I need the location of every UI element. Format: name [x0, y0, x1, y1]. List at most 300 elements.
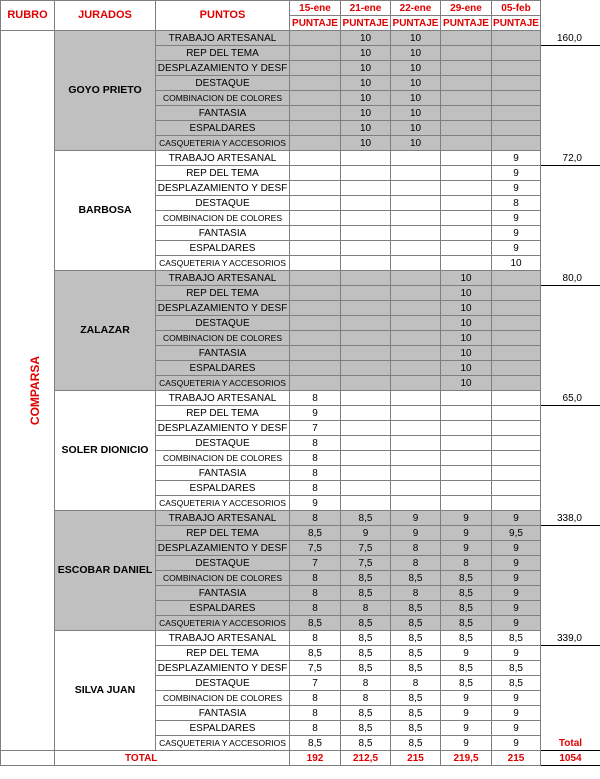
score-cell: 9 [492, 586, 541, 601]
rubro-label [1, 31, 55, 751]
score-cell: 8 [290, 451, 341, 466]
empty-cell [541, 646, 600, 661]
score-cell: 9 [492, 541, 541, 556]
empty-cell [541, 721, 600, 736]
score-cell [290, 166, 341, 181]
jurado-name: ESCOBAR DANIEL [55, 511, 156, 631]
score-cell [290, 331, 341, 346]
table-row [1, 151, 600, 166]
score-cell: 10 [391, 46, 441, 61]
empty-cell [541, 256, 600, 271]
criterion-label: DESPLAZAMIENTO Y DESF [156, 541, 290, 556]
score-cell [441, 226, 492, 241]
score-cell [391, 481, 441, 496]
score-cell [341, 421, 391, 436]
jurado-name: GOYO PRIETO [55, 31, 156, 151]
header-jurados: JURADOS [55, 1, 156, 31]
score-cell: 10 [492, 256, 541, 271]
criterion-label: ESPALDARES [156, 361, 290, 376]
total-value: 212,5 [341, 751, 391, 766]
score-cell [441, 451, 492, 466]
score-cell: 10 [341, 121, 391, 136]
empty-cell [541, 301, 600, 316]
empty-cell [541, 451, 600, 466]
score-cell: 8,5 [391, 721, 441, 736]
table-row [1, 31, 600, 46]
score-cell [341, 211, 391, 226]
empty-cell [541, 481, 600, 496]
criterion-label: DESTAQUE [156, 436, 290, 451]
empty-cell [541, 526, 600, 541]
score-cell: 8,5 [391, 736, 441, 751]
score-cell: 8 [290, 391, 341, 406]
score-cell: 8,5 [290, 616, 341, 631]
score-cell: 8,5 [290, 526, 341, 541]
score-cell: 9 [441, 511, 492, 526]
jurado-total: 339,0 [541, 631, 600, 646]
score-cell: 8 [290, 631, 341, 646]
empty-cell [541, 346, 600, 361]
score-cell [290, 286, 341, 301]
score-cell: 9 [441, 706, 492, 721]
criterion-label: DESPLAZAMIENTO Y DESF [156, 301, 290, 316]
score-cell [391, 256, 441, 271]
score-cell [391, 391, 441, 406]
score-cell [441, 151, 492, 166]
score-cell [391, 226, 441, 241]
criterion-label: TRABAJO ARTESANAL [156, 391, 290, 406]
score-cell [290, 211, 341, 226]
score-cell [492, 481, 541, 496]
score-cell [441, 436, 492, 451]
empty-cell [541, 601, 600, 616]
criterion-label: DESPLAZAMIENTO Y DESF [156, 421, 290, 436]
empty-cell [541, 616, 600, 631]
score-cell: 8,5 [441, 631, 492, 646]
score-cell: 8,5 [391, 631, 441, 646]
score-cell [441, 196, 492, 211]
score-cell: 8 [391, 676, 441, 691]
jurado-name: BARBOSA [55, 151, 156, 271]
score-cell: 9 [441, 736, 492, 751]
score-cell [290, 106, 341, 121]
score-cell [441, 481, 492, 496]
table-row [1, 511, 600, 526]
empty-cell [541, 91, 600, 106]
score-cell: 8,5 [341, 616, 391, 631]
criterion-label: FANTASIA [156, 106, 290, 121]
criterion-label: TRABAJO ARTESANAL [156, 151, 290, 166]
criterion-label: CASQUETERIA Y ACCESORIOS [156, 256, 290, 271]
score-cell: 8,5 [441, 571, 492, 586]
criterion-label: COMBINACION DE COLORES [156, 691, 290, 706]
empty-cell [541, 226, 600, 241]
header-date-3: 22-ene [391, 1, 441, 16]
score-cell: 8,5 [391, 616, 441, 631]
score-cell: 8 [341, 691, 391, 706]
empty-cell [541, 136, 600, 151]
score-cell [492, 421, 541, 436]
score-cell [290, 31, 341, 46]
criterion-label: TRABAJO ARTESANAL [156, 511, 290, 526]
score-cell: 7 [290, 556, 341, 571]
empty-cell [541, 541, 600, 556]
score-cell [391, 241, 441, 256]
score-cell [341, 346, 391, 361]
score-cell: 8 [290, 436, 341, 451]
criterion-label: REP DEL TEMA [156, 166, 290, 181]
score-cell: 9 [492, 721, 541, 736]
criterion-label: CASQUETERIA Y ACCESORIOS [156, 736, 290, 751]
score-cell [341, 256, 391, 271]
score-cell [290, 91, 341, 106]
score-cell [341, 151, 391, 166]
score-cell: 9 [441, 526, 492, 541]
score-cell [341, 466, 391, 481]
score-cell: 8,5 [441, 601, 492, 616]
score-cell [441, 181, 492, 196]
criterion-label: COMBINACION DE COLORES [156, 91, 290, 106]
empty-cell [541, 166, 600, 181]
score-cell [492, 361, 541, 376]
score-cell: 8,5 [492, 631, 541, 646]
score-cell: 9 [441, 541, 492, 556]
score-cell [391, 451, 441, 466]
criterion-label: CASQUETERIA Y ACCESORIOS [156, 496, 290, 511]
score-cell: 9 [492, 616, 541, 631]
score-cell [441, 241, 492, 256]
score-cell [492, 451, 541, 466]
score-cell: 9 [492, 691, 541, 706]
rubro-text: COMPARSA [28, 355, 43, 426]
score-cell: 10 [341, 46, 391, 61]
empty-cell [541, 121, 600, 136]
jurado-total: 72,0 [541, 151, 600, 166]
empty-cell [541, 46, 600, 61]
score-cell [290, 46, 341, 61]
jurado-total: 65,0 [541, 391, 600, 406]
score-cell: 8,5 [341, 646, 391, 661]
score-cell: 8 [391, 586, 441, 601]
score-cell: 8 [290, 586, 341, 601]
empty-cell [541, 181, 600, 196]
score-cell: 8,5 [391, 706, 441, 721]
score-cell: 8 [441, 556, 492, 571]
score-cell [290, 226, 341, 241]
score-cell [441, 211, 492, 226]
score-cell [492, 61, 541, 76]
score-cell [290, 136, 341, 151]
score-cell: 9 [492, 511, 541, 526]
score-cell [290, 361, 341, 376]
score-cell: 7,5 [290, 541, 341, 556]
score-cell: 10 [441, 376, 492, 391]
jurado-name: ZALAZAR [55, 271, 156, 391]
score-cell: 8 [290, 706, 341, 721]
score-cell: 9 [492, 151, 541, 166]
score-cell: 8,5 [341, 706, 391, 721]
score-cell: 8,5 [391, 691, 441, 706]
score-cell [391, 361, 441, 376]
criterion-label: DESTAQUE [156, 676, 290, 691]
score-cell [341, 376, 391, 391]
score-cell [341, 241, 391, 256]
score-cell [441, 121, 492, 136]
score-cell: 7,5 [341, 556, 391, 571]
score-cell [492, 271, 541, 286]
score-cell [341, 481, 391, 496]
score-cell: 10 [341, 61, 391, 76]
score-cell: 9 [492, 181, 541, 196]
score-cell: 8,5 [290, 646, 341, 661]
empty-cell [541, 361, 600, 376]
score-cell [492, 391, 541, 406]
score-cell: 10 [391, 106, 441, 121]
score-cell: 9 [492, 706, 541, 721]
score-cell [391, 196, 441, 211]
empty-cell [541, 421, 600, 436]
criterion-label: REP DEL TEMA [156, 406, 290, 421]
score-cell [391, 436, 441, 451]
criterion-label: CASQUETERIA Y ACCESORIOS [156, 616, 290, 631]
empty-cell [541, 331, 600, 346]
score-cell: 10 [391, 61, 441, 76]
score-cell: 8 [290, 691, 341, 706]
score-cell: 10 [391, 121, 441, 136]
score-cell: 8,5 [391, 646, 441, 661]
criterion-label: FANTASIA [156, 466, 290, 481]
score-cell [391, 211, 441, 226]
score-cell: 10 [391, 136, 441, 151]
score-cell: 10 [441, 346, 492, 361]
jurado-total: 160,0 [541, 31, 600, 46]
criterion-label: COMBINACION DE COLORES [156, 451, 290, 466]
header-rubro: RUBRO [1, 1, 55, 31]
empty-cell [541, 241, 600, 256]
score-cell [441, 391, 492, 406]
criterion-label: ESPALDARES [156, 481, 290, 496]
criterion-label: DESPLAZAMIENTO Y DESF [156, 61, 290, 76]
jurado-name: SOLER DIONICIO [55, 391, 156, 511]
criterion-label: TRABAJO ARTESANAL [156, 31, 290, 46]
score-cell [290, 76, 341, 91]
criterion-label: DESTAQUE [156, 556, 290, 571]
score-cell [341, 361, 391, 376]
score-cell [391, 496, 441, 511]
empty-cell [541, 571, 600, 586]
criterion-label: REP DEL TEMA [156, 46, 290, 61]
header-date-4: 29-ene [441, 1, 492, 16]
score-cell: 8,5 [391, 661, 441, 676]
jurado-total: 338,0 [541, 511, 600, 526]
criterion-label: COMBINACION DE COLORES [156, 571, 290, 586]
score-cell [290, 301, 341, 316]
score-cell [492, 406, 541, 421]
empty-cell [541, 376, 600, 391]
score-cell [492, 301, 541, 316]
empty-cell [541, 196, 600, 211]
total-label: TOTAL [55, 751, 290, 766]
score-cell: 10 [391, 76, 441, 91]
score-cell [492, 496, 541, 511]
total-row [1, 751, 600, 766]
score-cell: 9,5 [492, 526, 541, 541]
score-cell [492, 31, 541, 46]
score-cell [341, 226, 391, 241]
score-cell: 10 [341, 91, 391, 106]
score-cell: 9 [492, 166, 541, 181]
grand-total-value: 1054 [541, 751, 600, 766]
score-cell: 9 [341, 526, 391, 541]
total-value: 192 [290, 751, 341, 766]
criterion-label: FANTASIA [156, 226, 290, 241]
score-cell [492, 376, 541, 391]
score-cell: 10 [341, 136, 391, 151]
score-cell: 8 [341, 601, 391, 616]
score-cell [290, 256, 341, 271]
empty-cell [541, 106, 600, 121]
criterion-label: TRABAJO ARTESANAL [156, 631, 290, 646]
criterion-label: ESPALDARES [156, 601, 290, 616]
criterion-label: COMBINACION DE COLORES [156, 331, 290, 346]
score-cell: 8,5 [341, 571, 391, 586]
score-cell: 8 [290, 511, 341, 526]
score-cell: 8,5 [441, 586, 492, 601]
score-cell: 8,5 [441, 616, 492, 631]
score-cell: 9 [290, 406, 341, 421]
empty-cell [541, 676, 600, 691]
empty-cell [541, 76, 600, 91]
score-cell [341, 496, 391, 511]
score-cell: 8,5 [341, 631, 391, 646]
score-cell: 7 [290, 676, 341, 691]
score-cell: 9 [391, 511, 441, 526]
score-cell: 8,5 [441, 676, 492, 691]
score-cell [341, 166, 391, 181]
criterion-label: DESTAQUE [156, 76, 290, 91]
empty-cell [1, 751, 55, 766]
score-cell: 10 [341, 31, 391, 46]
criterion-label: FANTASIA [156, 346, 290, 361]
score-cell: 8,5 [341, 586, 391, 601]
score-cell [341, 331, 391, 346]
score-cell [290, 196, 341, 211]
grand-total-label: Total [541, 736, 600, 751]
score-cell [290, 271, 341, 286]
score-cell [341, 286, 391, 301]
score-cell [441, 421, 492, 436]
score-cell [441, 166, 492, 181]
score-cell [441, 406, 492, 421]
score-cell: 9 [391, 526, 441, 541]
score-cell: 9 [441, 721, 492, 736]
score-cell [341, 301, 391, 316]
empty-cell [541, 316, 600, 331]
criterion-label: COMBINACION DE COLORES [156, 211, 290, 226]
empty-cell [541, 556, 600, 571]
empty-cell [541, 436, 600, 451]
score-cell: 9 [492, 226, 541, 241]
score-cell [441, 136, 492, 151]
score-cell [391, 301, 441, 316]
score-cell [441, 76, 492, 91]
score-cell: 10 [441, 271, 492, 286]
score-cell [290, 121, 341, 136]
score-cell [290, 376, 341, 391]
score-cell [492, 436, 541, 451]
score-cell [492, 466, 541, 481]
score-cell [341, 436, 391, 451]
score-cell [492, 46, 541, 61]
score-cell [492, 76, 541, 91]
score-cell: 8 [391, 556, 441, 571]
score-cell: 7 [290, 421, 341, 436]
header-blank [541, 1, 600, 31]
score-cell: 8,5 [290, 736, 341, 751]
score-cell: 8,5 [441, 661, 492, 676]
score-cell [341, 271, 391, 286]
score-cell [441, 256, 492, 271]
score-cell [391, 331, 441, 346]
score-cell: 10 [441, 316, 492, 331]
score-cell [391, 286, 441, 301]
criterion-label: ESPALDARES [156, 121, 290, 136]
score-cell: 8,5 [492, 661, 541, 676]
score-cell: 8,5 [341, 511, 391, 526]
score-cell [492, 106, 541, 121]
header-puntos: PUNTOS [156, 1, 290, 31]
score-cell: 8 [290, 601, 341, 616]
total-value: 215 [391, 751, 441, 766]
empty-cell [541, 496, 600, 511]
score-cell [441, 46, 492, 61]
score-cell: 7,5 [341, 541, 391, 556]
empty-cell [541, 706, 600, 721]
score-cell: 8,5 [492, 676, 541, 691]
score-cell: 10 [441, 286, 492, 301]
empty-cell [541, 286, 600, 301]
criterion-label: FANTASIA [156, 586, 290, 601]
header-puntaje-3: PUNTAJE [391, 16, 441, 31]
criterion-label: DESPLAZAMIENTO Y DESF [156, 661, 290, 676]
score-cell [441, 106, 492, 121]
score-cell: 9 [492, 241, 541, 256]
score-cell: 9 [492, 736, 541, 751]
criterion-label: ESPALDARES [156, 241, 290, 256]
score-cell [441, 31, 492, 46]
criterion-label: REP DEL TEMA [156, 646, 290, 661]
empty-cell [541, 586, 600, 601]
score-cell [290, 181, 341, 196]
empty-cell [541, 406, 600, 421]
empty-cell [541, 61, 600, 76]
score-cell [341, 196, 391, 211]
score-cell: 7,5 [290, 661, 341, 676]
score-cell [492, 346, 541, 361]
score-cell: 10 [391, 91, 441, 106]
score-cell [290, 316, 341, 331]
score-cell: 9 [441, 691, 492, 706]
score-cell: 10 [341, 76, 391, 91]
score-cell [492, 286, 541, 301]
score-cell [441, 61, 492, 76]
criterion-label: FANTASIA [156, 706, 290, 721]
criterion-label: DESPLAZAMIENTO Y DESF [156, 181, 290, 196]
total-value: 215 [492, 751, 541, 766]
score-cell [441, 496, 492, 511]
empty-cell [541, 691, 600, 706]
score-cell [341, 391, 391, 406]
